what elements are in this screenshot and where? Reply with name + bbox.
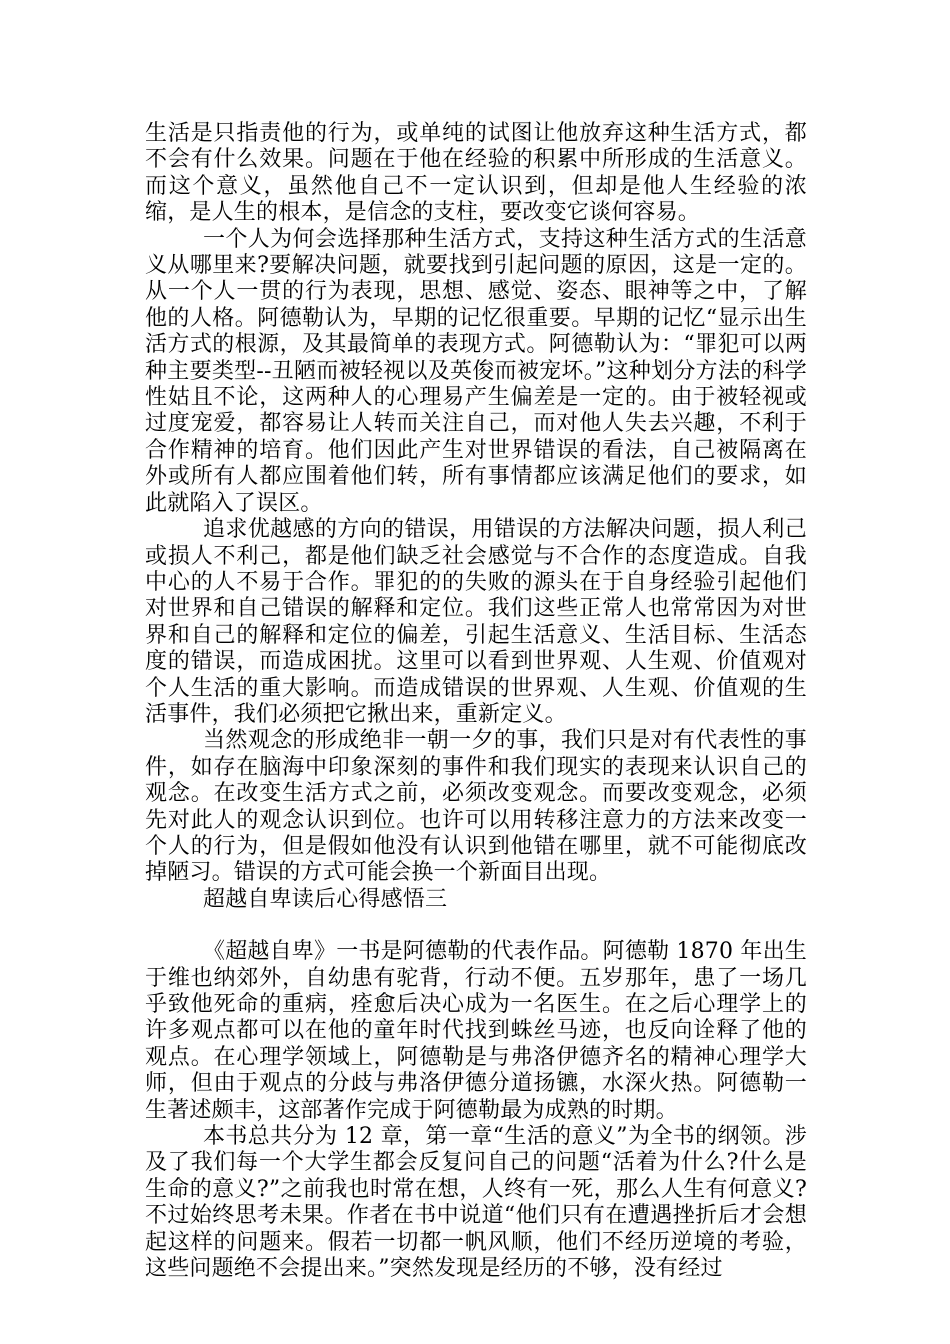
document-page bbox=[145, 121, 807, 1282]
paragraph-1: 生活是只指责他的行为，或单纯的试图让他放弃这种生活方式，都不会有什么效果。问题在于他在经验的积累中所形成的生活意义。而这个意义，虽然他自己不一定认识到，但却是他人生经验的浓缩，是人生的根本，是信念的支柱，要改变它谈何容易。 bbox=[145, 121, 807, 226]
paragraph-2: 一个人为何会选择那种生活方式，支持这种生活方式的生活意义从哪里来?要解决问题，就要找到引起问题的原因，这是一定的。从一个人一贯的行为表现，思想、感觉、姿态、眼神等之中，了解他的人格。阿德勒认为，早期的记忆很重要。早期的记忆“显示出生活方式的根源，及其最简单的表现方式。阿德勒认为：“罪犯可以两种主要类型--丑陋而被轻视以及英俊而被宠坏。”这种划分方法的科学性姑且不论，这两种人的心理易产生偏差是一定的。由于被轻视或过度宠爱，都容易让人转而关注自己，而对他人失去兴趣，不利于合作精神的培育。他们因此产生对世界错误的看法，自己被隔离在外或所有人都应围着他们转，所有事情都应该满足他们的要求，如此就陷入了误区。 bbox=[145, 226, 807, 516]
paragraph-5: 《超越自卑》一书是阿德勒的代表作品。阿德勒 1870 年出生于维也纳郊外，自幼患有驼背，行动不便。五岁那年，患了一场几乎致他死命的重病，痊愈后决心成为一名医生。在之后心理学上的许多观点都可以在他的童年时代找到蛛丝马迹，也反向诠释了他的观点。在心理学领域上，阿德勒是与弗洛伊德齐名的精神心理学大师，但由于观点的分歧与弗洛伊德分道扬镳，水深火热。阿德勒一生著述颇丰，这部著作完成于阿德勒最为成熟的时期。 bbox=[145, 939, 807, 1123]
paragraph-3: 追求优越感的方向的错误，用错误的方法解决问题，损人利己或损人不利己，都是他们缺乏社会感觉与不合作的态度造成。自我中心的人不易于合作。罪犯的的失败的源头在于自身经验引起他们对世界和自己错误的解释和定位。我们这些正常人也常常因为对世界和自己的解释和定位的偏差，引起生活意义、生活目标、生活态度的错误，而造成困扰。这里可以看到世界观、人生观、价值观对个人生活的重大影响。而造成错误的世界观、人生观、价值观的生活事件，我们必须把它揪出来，重新定义。 bbox=[145, 517, 807, 727]
blank-line bbox=[145, 913, 807, 939]
paragraph-4: 当然观念的形成绝非一朝一夕的事，我们只是对有代表性的事件，如存在脑海中印象深刻的事件和我们现实的表现来认识自己的观念。在改变生活方式之前，必须改变观念。而要改变观念，必须先对此人的观念认识到位。也许可以用转移注意力的方法来改变一个人的行为，但是假如他没有认识到他错在哪里，就不可能彻底改掉陋习。错误的方式可能会换一个新面目出现。 bbox=[145, 728, 807, 886]
paragraph-6: 本书总共分为 12 章，第一章“生活的意义”为全书的纲领。涉及了我们每一个大学生都会反复问自己的问题“活着为什么?什么是生命的意义?”之前我也时常在想，人终有一死，那么人生有何意义?不过始终思考未果。作者在书中说道“他们只有在遭遇挫折后才会想起这样的问题来。假若一切都一帆风顺，他们不经历逆境的考验，这些问题绝不会提出来。”突然发现是经历的不够，没有经过 bbox=[145, 1124, 807, 1282]
section-title: 超越自卑读后心得感悟三 bbox=[203, 886, 448, 912]
